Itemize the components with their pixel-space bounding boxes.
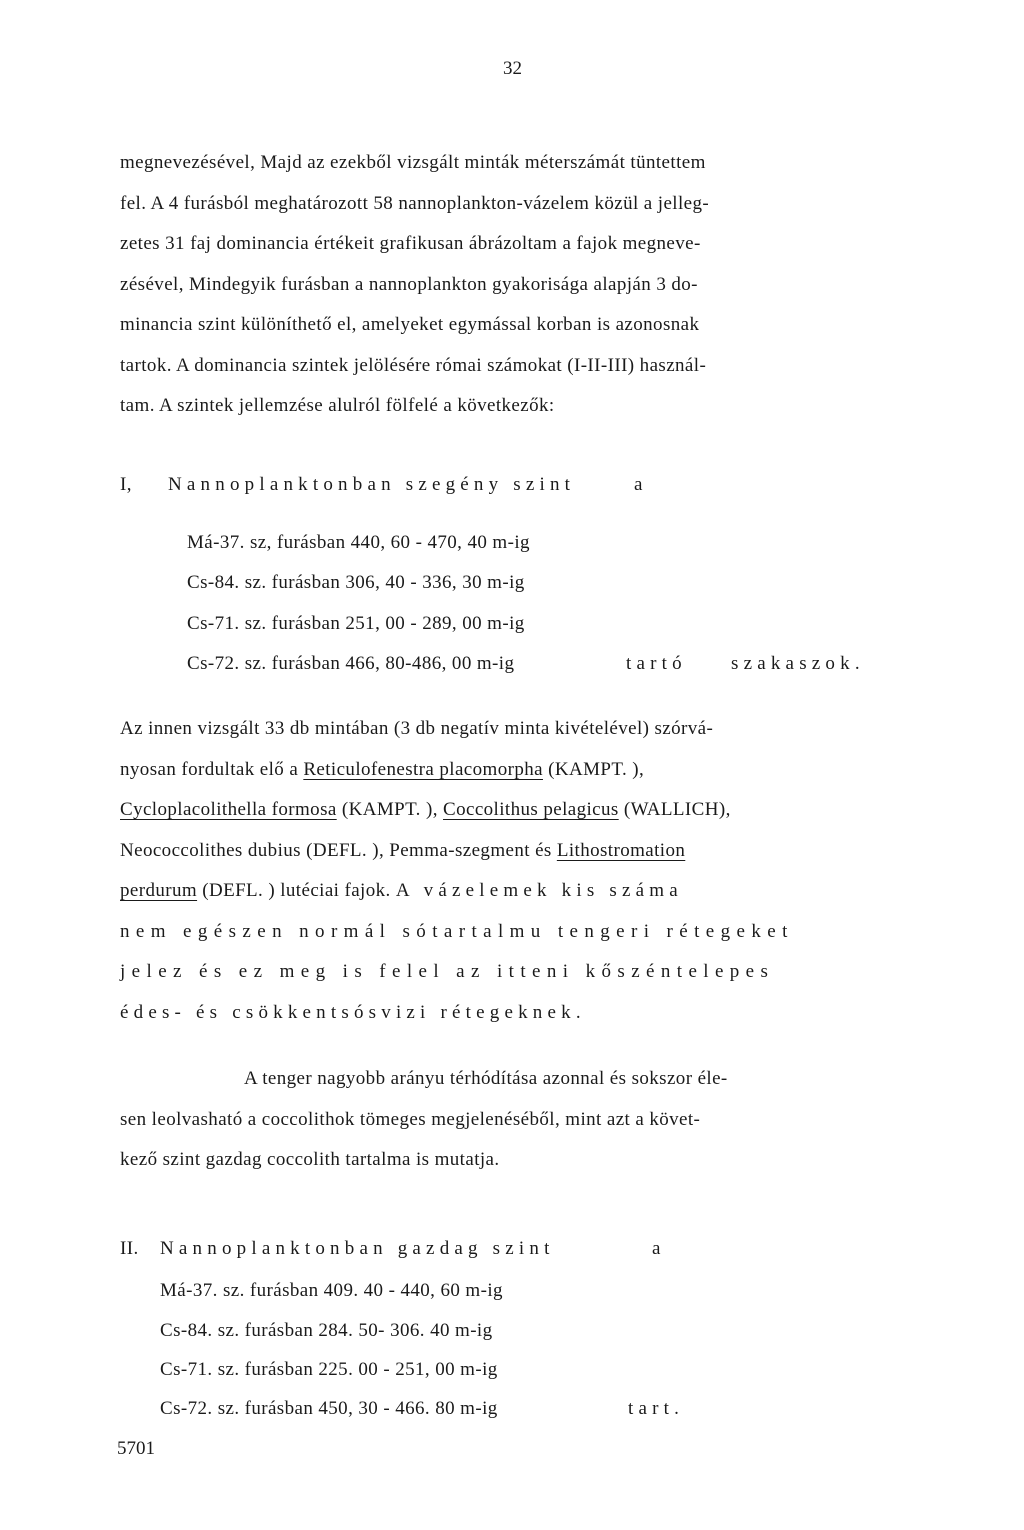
para1-line-6: tartok. A dominancia szintek jelölésére római számokat (I-II-III) használ- xyxy=(120,355,707,376)
para1-line-7: tam. A szintek jellemzése alulról fölfelé a következők: xyxy=(120,395,555,416)
level2-row-2: Cs-84. sz. furásban 284. 50- 306. 40 m-ig xyxy=(160,1320,493,1341)
para2-line-4-a: Neococcolithes dubius (DEFL. ), Pemma-szegment és xyxy=(120,840,557,861)
para2-line-3 xyxy=(120,799,731,821)
para2-line-2-c: (KAMPT. ), xyxy=(542,759,645,780)
para2-line-1: Az innen vizsgált 33 db mintában (3 db negatív minta kivételével) szórvá- xyxy=(120,718,714,739)
level2-number: II. xyxy=(120,1238,139,1259)
page-number: 32 xyxy=(503,58,522,79)
level2-heading: Nannoplanktonban gazdag szint xyxy=(160,1238,555,1259)
para3-line-3: kező szint gazdag coccolith tartalma is mutatja. xyxy=(120,1149,500,1170)
species-coccolithus: Coccolithus pelagicus xyxy=(443,799,619,820)
para2-line-2 xyxy=(120,759,644,781)
para3-line-1: A tenger nagyobb arányu térhódítása azonnal és sokszor éle- xyxy=(244,1068,728,1089)
para1-line-2: fel. A 4 furásból meghatározott 58 nannoplankton-vázelem közül a jelleg- xyxy=(120,193,710,214)
level2-row-4-tail: tart. xyxy=(628,1398,685,1419)
para1-line-3: zetes 31 faj dominancia értékeit grafikusan ábrázoltam a fajok megneve- xyxy=(120,233,701,254)
level2-row-3: Cs-71. sz. furásban 225. 00 - 251, 00 m-ig xyxy=(160,1359,498,1380)
para2-line-4 xyxy=(120,840,685,862)
para1-line-4: zésével, Mindegyik furásban a nannoplankton gyakorisága alapján 3 do- xyxy=(120,274,698,295)
level2-row-4: Cs-72. sz. furásban 450, 30 - 466. 80 m-ig xyxy=(160,1398,498,1419)
level1-heading-tail: a xyxy=(634,474,643,495)
para2-line-5-b: (DEFL. ) lutéciai fajok. xyxy=(197,880,396,901)
level1-row-1: Má-37. sz, furásban 440, 60 - 470, 40 m-ig xyxy=(187,532,530,553)
para2-line-8: édes- és csökkentsósvizi rétegeknek. xyxy=(120,1002,586,1023)
para2-line-6: nem egészen normál sótartalmu tengeri rétegeket xyxy=(120,921,794,942)
level1-row-4: Cs-72. sz. furásban 466, 80-486, 00 m-ig xyxy=(187,653,515,674)
level1-heading: Nannoplanktonban szegény szint xyxy=(168,474,576,495)
species-reticulofenestra: Reticulofenestra placomorpha xyxy=(303,759,543,780)
para2-line-3-b: (KAMPT. ), xyxy=(336,799,444,820)
level1-row-2: Cs-84. sz. furásban 306, 40 - 336, 30 m-ig xyxy=(187,572,525,593)
level1-row-4-tail-2: szakaszok. xyxy=(731,653,865,674)
level1-row-4-tail-1: tartó xyxy=(626,653,687,674)
para2-line-5 xyxy=(120,880,683,902)
level1-row-3: Cs-71. sz. furásban 251, 00 - 289, 00 m-ig xyxy=(187,613,525,634)
species-cycloplacolithella: Cycloplacolithella formosa xyxy=(120,799,337,820)
para3-line-2: sen leolvasható a coccolithok tömeges megjelenéséből, mint azt a követ- xyxy=(120,1109,701,1130)
para1-line-5: minancia szint különíthető el, amelyeket egymással korban is azonosnak xyxy=(120,314,700,335)
level1-number: I, xyxy=(120,474,132,495)
footer-code: 5701 xyxy=(117,1438,155,1459)
species-perdurum: perdurum xyxy=(120,880,198,901)
para1-line-1: megnevezésével, Majd az ezekből vizsgált minták méterszámát tüntettem xyxy=(120,152,706,173)
para2-line-3-d: (WALLICH), xyxy=(618,799,731,820)
para2-line-5-c: A vázelemek kis száma xyxy=(395,880,683,901)
level2-heading-tail: a xyxy=(652,1238,661,1259)
species-lithostromation: Lithostromation xyxy=(556,840,686,861)
level2-row-1: Má-37. sz. furásban 409. 40 - 440, 60 m-ig xyxy=(160,1280,503,1301)
para2-line-7: jelez és ez meg is felel az itteni kőszéntelepes xyxy=(120,961,775,982)
para2-line-2-a: nyosan fordultak elő a xyxy=(120,759,304,780)
